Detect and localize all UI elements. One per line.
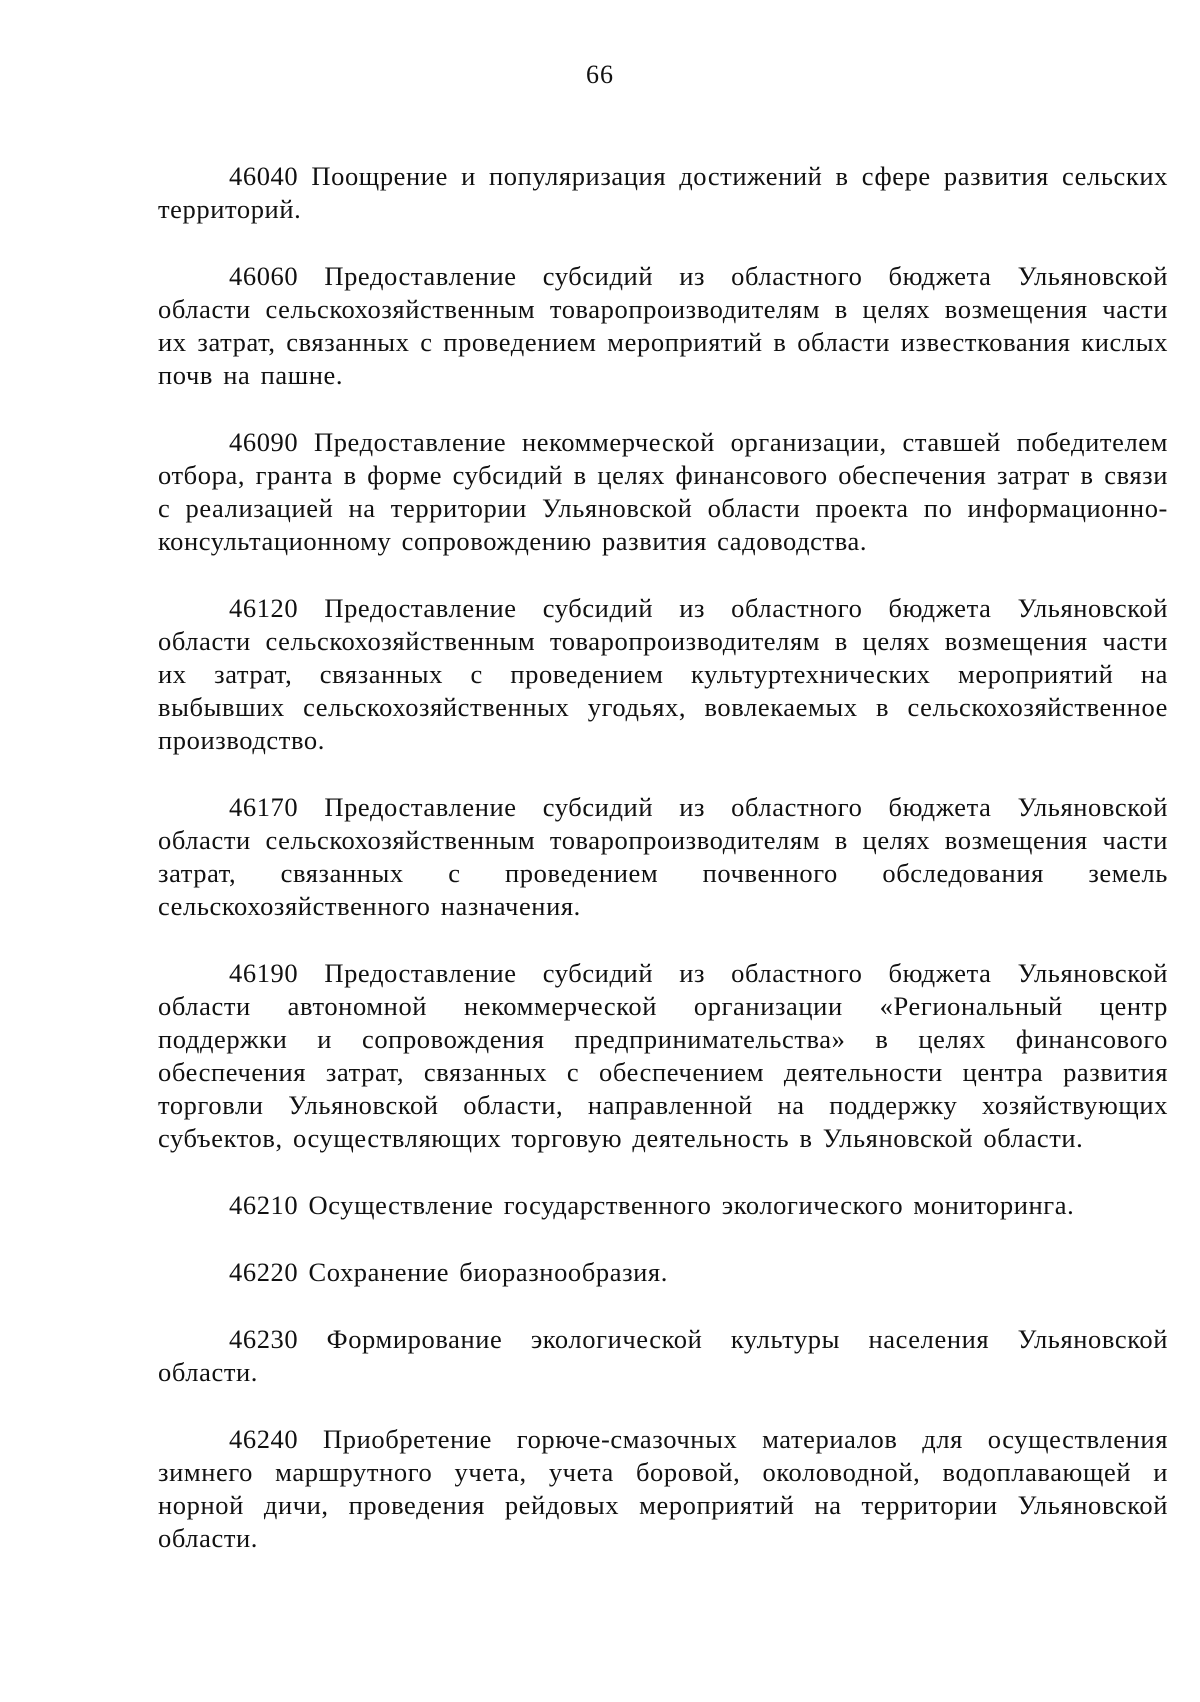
paragraph-46230 [158,1323,1168,1389]
paragraph-code: 46040 [229,161,299,191]
paragraph-code: 46190 [229,958,299,988]
paragraph-text: Осуществление государственного экологического мониторинга. [308,1190,1075,1220]
paragraph-text: Предоставление некоммерческой организации, ставшей победителем отбора, гранта в форме субсидий в целях финансового обеспечения затрат в связи с реализацией на территории Ульяновской области проекта по информационно-консультационному сопровождению развития садоводства. [158,427,1168,556]
paragraph-46240 [158,1423,1168,1555]
paragraph-text: Сохранение биоразнообразия. [308,1257,668,1287]
paragraph-code: 46230 [229,1324,299,1354]
paragraph-text: Предоставление субсидий из областного бюджета Ульяновской области сельскохозяйственным товаропроизводителям в целях возмещения части затрат, связанных с проведением почвенного обследования земель сельскохозяйственного назначения. [158,792,1168,921]
paragraph-46040 [158,160,1168,226]
paragraph-text: Предоставление субсидий из областного бюджета Ульяновской области автономной некоммерческой организации «Региональный центр поддержки и сопровождения предпринимательства» в целях финансового обеспечения затрат, связанных с обеспечением деятельности центра развития торговли Ульяновской области, направленной на поддержку хозяйствующих субъектов, осуществляющих торговую деятельность в Ульяновской области. [158,958,1168,1153]
paragraph-code: 46210 [229,1190,299,1220]
paragraph-text: Приобретение горюче-смазочных материалов для осуществления зимнего маршрутного учета, учета боровой, околоводной, водоплавающей и норной дичи, проведения рейдовых мероприятий на территории Ульяновской области. [158,1424,1168,1553]
paragraph-text: Формирование экологической культуры населения Ульяновской области. [158,1324,1168,1387]
paragraph-code: 46170 [229,792,299,822]
paragraph-code: 46220 [229,1257,299,1287]
paragraph-46220 [158,1256,1168,1289]
paragraph-46120 [158,592,1168,757]
page-number: 66 [586,60,614,89]
document-body [158,160,1168,1589]
paragraph-text: Предоставление субсидий из областного бюджета Ульяновской области сельскохозяйственным товаропроизводителям в целях возмещения части их затрат, связанных с проведением мероприятий в области известкования кислых почв на пашне. [158,261,1168,390]
paragraph-code: 46090 [229,427,299,457]
paragraph-code: 46060 [229,261,299,291]
paragraph-46210 [158,1189,1168,1222]
paragraph-46190 [158,957,1168,1155]
paragraph-46170 [158,791,1168,923]
paragraph-text: Предоставление субсидий из областного бюджета Ульяновской области сельскохозяйственным товаропроизводителям в целях возмещения части их затрат, связанных с проведением культуртехнических мероприятий на выбывших сельскохозяйственных угодьях, вовлекаемых в сельскохозяйственное производство. [158,593,1168,755]
paragraph-code: 46240 [229,1424,299,1454]
paragraph-code: 46120 [229,593,299,623]
paragraph-text: Поощрение и популяризация достижений в сфере развития сельских территорий. [158,161,1168,224]
paragraph-46060 [158,260,1168,392]
paragraph-46090 [158,426,1168,558]
